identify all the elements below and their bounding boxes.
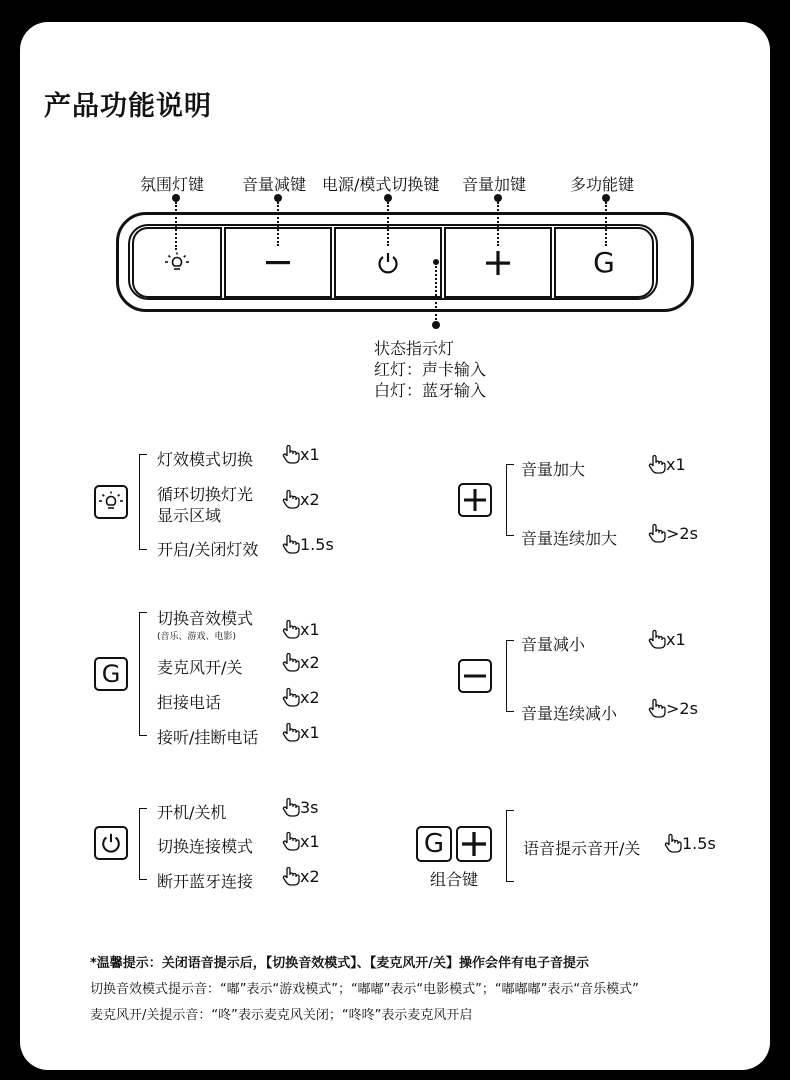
multifunction-key[interactable]	[554, 227, 654, 298]
press-count: x1	[282, 722, 320, 742]
leader-dot	[602, 194, 610, 202]
tap-hand-icon	[282, 797, 300, 817]
plus-icon	[462, 832, 486, 856]
leader-dot	[432, 321, 440, 329]
minus-icon	[266, 260, 290, 266]
plus-icon	[486, 251, 510, 275]
plus-icon	[464, 489, 486, 511]
power-icon	[376, 251, 400, 275]
press-count: x1	[648, 629, 686, 649]
status-led	[433, 259, 439, 265]
power-mode-key[interactable]	[334, 227, 442, 298]
page-title: 产品功能说明	[44, 91, 212, 122]
combo-plus-icon	[456, 826, 492, 862]
function-text: 切换连接模式	[157, 837, 254, 856]
plus-key-icon	[458, 483, 492, 517]
indicator-white: 白灯：蓝牙输入	[374, 381, 487, 400]
ambient-light-key[interactable]	[132, 227, 222, 298]
function-text: 语音提示音开/关	[523, 839, 641, 858]
function-text: 接听/挂断电话	[157, 728, 259, 747]
function-text: 显示区域	[157, 506, 222, 525]
label-multifunction-key: 多功能键	[570, 175, 635, 194]
label-volume-down-key: 音量减键	[242, 175, 307, 194]
function-text: 音量连续加大	[521, 529, 618, 548]
power-icon	[100, 832, 122, 854]
indicator-red: 红灯：声卡输入	[374, 360, 487, 379]
light-icon	[164, 252, 190, 274]
leader-dot	[172, 194, 180, 202]
g-icon: G	[593, 246, 615, 279]
volume-up-key[interactable]	[444, 227, 552, 298]
tap-hand-icon	[282, 619, 300, 639]
tap-hand-icon	[648, 523, 666, 543]
combo-label: 组合键	[430, 870, 479, 889]
g-icon: G	[101, 660, 121, 688]
tap-hand-icon	[648, 629, 666, 649]
volume-down-key[interactable]	[224, 227, 332, 298]
label-ambient-key: 氛围灯键	[140, 175, 205, 194]
group-bracket	[506, 810, 514, 882]
press-count: x1	[282, 444, 320, 464]
function-text: 灯效模式切换	[157, 450, 254, 469]
light-key-icon	[94, 485, 128, 519]
press-count: x2	[282, 866, 320, 886]
combo-g-icon	[416, 826, 452, 862]
mic-note: 麦克风开/关提示音：“咚”表示麦克风关闭；“咚咚”表示麦克风开启	[90, 1008, 473, 1023]
function-text: 开机/关机	[157, 803, 227, 822]
function-text: 音量连续减小	[521, 704, 618, 723]
press-count: 1.5s	[664, 833, 716, 853]
leader-dot	[384, 194, 392, 202]
tap-hand-icon	[648, 454, 666, 474]
press-count: 3s	[282, 797, 319, 817]
function-text: 音量减小	[521, 635, 586, 654]
tap-hand-icon	[282, 489, 300, 509]
sound-mode-note: 切换音效模式提示音：“嘟”表示“游戏模式”；“嘟嘟”表示“电影模式”；“嘟嘟嘟”表示“音乐模式”	[90, 982, 639, 997]
press-count: x1	[282, 831, 320, 851]
press-count: >2s	[648, 698, 698, 718]
press-count: >2s	[648, 523, 698, 543]
press-count: 1.5s	[282, 534, 334, 554]
group-bracket	[506, 464, 514, 536]
press-count: x2	[282, 652, 320, 672]
indicator-title: 状态指示灯	[374, 339, 455, 358]
g-icon: G	[423, 829, 445, 859]
press-count: x2	[282, 489, 320, 509]
indicator-leader-line	[435, 266, 437, 324]
leader-dot	[274, 194, 282, 202]
press-count: x2	[282, 687, 320, 707]
function-text: 音量加大	[521, 460, 586, 479]
leader-dot	[494, 194, 502, 202]
tip-note: *温馨提示：关闭语音提示后，【切换音效模式】、【麦克风开/关】操作会伴有电子音提示	[90, 956, 590, 971]
manual-card	[20, 22, 770, 1070]
tap-hand-icon	[664, 833, 682, 853]
group-bracket	[506, 640, 514, 712]
minus-key-icon	[458, 659, 492, 693]
press-count: x1	[282, 619, 320, 639]
power-key-icon	[94, 826, 128, 860]
tap-hand-icon	[282, 866, 300, 886]
function-subtext: (音乐、游戏、电影)	[157, 632, 237, 642]
function-text: 拒接电话	[157, 693, 222, 712]
minus-icon	[464, 674, 486, 678]
press-count: x1	[648, 454, 686, 474]
function-text: 开启/关闭灯效	[157, 540, 259, 559]
g-key-icon	[94, 657, 128, 691]
tap-hand-icon	[282, 444, 300, 464]
group-bracket	[139, 808, 147, 880]
label-power-mode-key: 电源/模式切换键	[322, 175, 440, 194]
tap-hand-icon	[282, 652, 300, 672]
tap-hand-icon	[282, 831, 300, 851]
tap-hand-icon	[282, 687, 300, 707]
group-bracket	[139, 612, 147, 736]
group-bracket	[139, 454, 147, 550]
function-text: 断开蓝牙连接	[157, 872, 254, 891]
tap-hand-icon	[282, 534, 300, 554]
light-icon	[98, 491, 124, 513]
label-volume-up-key: 音量加键	[462, 175, 527, 194]
tap-hand-icon	[282, 722, 300, 742]
tap-hand-icon	[648, 698, 666, 718]
function-text: 切换音效模式	[157, 609, 254, 628]
function-text: 麦克风开/关	[157, 658, 243, 677]
function-text: 循环切换灯光	[157, 485, 254, 504]
